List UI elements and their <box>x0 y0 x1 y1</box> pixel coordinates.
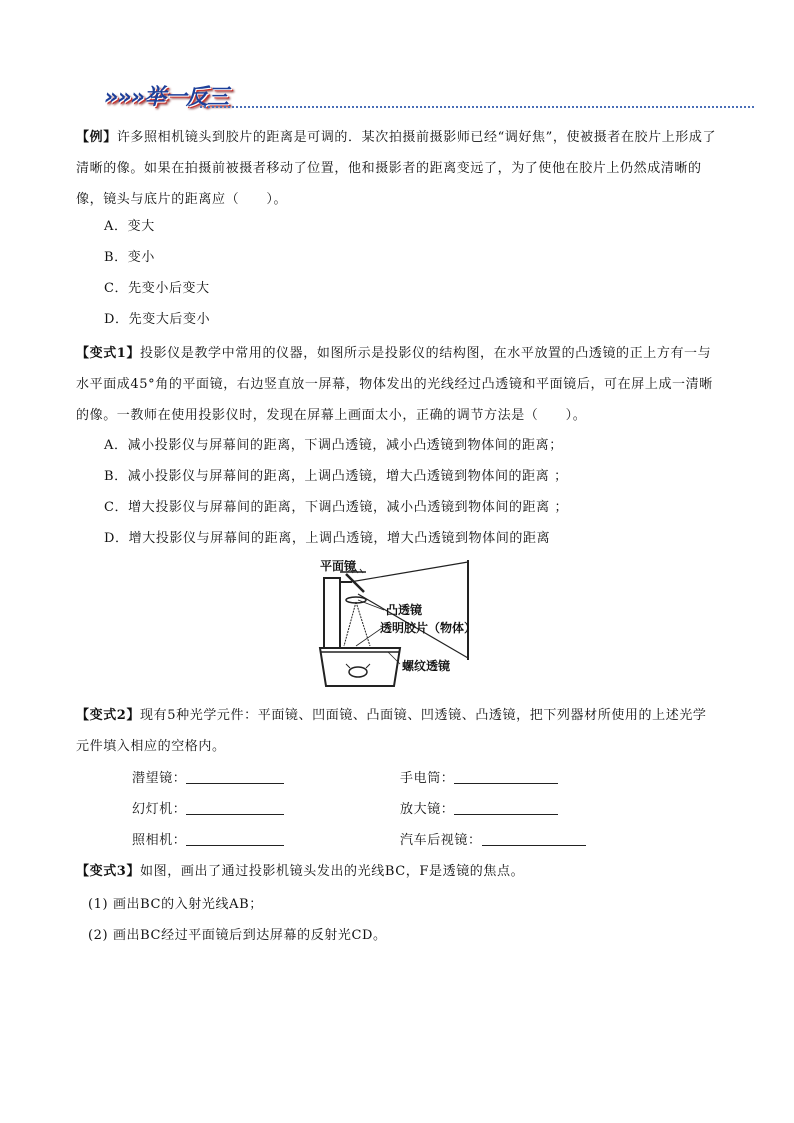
fill-slide-projector <box>132 800 284 820</box>
fill-flashlight <box>400 769 558 789</box>
variant1-text: 投影仪是教学中常用的仪器，如图所示是投影仪的结构图，在水平放置的凸透镜的正上方有一与水平面成45°角的平面镜，右边竖直放一屏幕，物体发出的光线经过凸透镜和平面镜后，可在屏上成一清晰的像。一教师在使用投影仪时，发现在屏幕上画面太小，正确的调节方法是（ ）。 <box>76 346 713 423</box>
fill-camera <box>132 831 284 851</box>
projector-column <box>324 578 340 648</box>
flashlight-label: 手电筒： <box>400 771 455 786</box>
variant2-text: 现有5种光学元件：平面镜、凹面镜、凸面镜、凹透镜、凸透镜，把下列器材所使用的上述光学元件填入相应的空格内。 <box>76 708 707 754</box>
rearview-mirror-blank[interactable] <box>482 831 586 846</box>
example-option-d: D．先变大后变小 <box>104 312 211 327</box>
variant1-option-a: A．减小投影仪与屏幕间的距离，下调凸透镜，减小凸透镜到物体间的距离； <box>104 438 563 453</box>
variant3-step-2: (2) 画出BC经过平面镜后到达屏幕的反射光CD。 <box>88 928 387 943</box>
slide-projector-label: 幻灯机： <box>132 802 187 817</box>
banner-dotted-rule <box>200 106 754 108</box>
label-plane-mirror: 平面镜 <box>320 560 357 573</box>
magnifier-blank[interactable] <box>454 800 558 815</box>
label-transparent-film: 透明胶片（物体） <box>380 621 477 635</box>
flashlight-blank[interactable] <box>454 769 558 784</box>
variant1-option-d: D．增大投影仪与屏幕间的距离，上调凸透镜，增大凸透镜到物体间的距离 <box>104 531 551 546</box>
fill-periscope <box>132 769 284 789</box>
example-option-a: A．变大 <box>104 219 155 234</box>
fill-magnifier <box>400 800 558 820</box>
periscope-label: 潜望镜： <box>132 771 187 786</box>
periscope-blank[interactable] <box>186 769 284 784</box>
variant1-option-b: B．减小投影仪与屏幕间的距离，上调凸透镜，增大凸透镜到物体间的距离 ； <box>104 469 568 484</box>
example-tag: 【例】 <box>76 130 117 145</box>
camera-label: 照相机： <box>132 833 187 848</box>
camera-blank[interactable] <box>186 831 284 846</box>
variant2-question <box>76 700 720 762</box>
variant3-question <box>76 856 720 887</box>
projector-diagram-svg <box>318 560 478 692</box>
example-option-c: C．先变小后变大 <box>104 281 210 296</box>
variant2-tag: 【变式2】 <box>76 708 141 723</box>
label-convex-lens: 凸透镜 <box>386 603 423 617</box>
example-text: 许多照相机镜头到胶片的距离是可调的．某次拍摄前摄影师已经“调好焦”，使被摄者在胶片上形成了清晰的像。如果在拍摄前被摄者移动了位置，他和摄影者的距离变远了，为了使他在胶片上仍然成清晰的像，镜头与底片的距离应（ ）。 <box>76 130 717 207</box>
slide-projector-blank[interactable] <box>186 800 284 815</box>
variant3-step-1: (1) 画出BC的入射光线AB； <box>88 897 263 912</box>
banner-title: »»»举一反三 <box>104 85 228 110</box>
example-question <box>76 122 720 215</box>
ray-top <box>350 562 468 582</box>
example-option-b: B．变小 <box>104 250 155 265</box>
projector-diagram <box>318 560 478 692</box>
variant3-text: 如图，画出了通过投影机镜头发出的光线BC，F是透镜的焦点。 <box>140 864 525 879</box>
magnifier-label: 放大镜： <box>400 802 455 817</box>
lamp-icon <box>349 667 367 677</box>
section-banner <box>104 80 754 114</box>
variant1-tag: 【变式1】 <box>76 346 141 361</box>
variant1-option-c: C．增大投影仪与屏幕间的距离，下调凸透镜，减小凸透镜到物体间的距离 ； <box>104 500 569 515</box>
fill-rearview-mirror <box>400 831 586 851</box>
label-fresnel-lens: 螺纹透镜 <box>402 659 451 673</box>
variant3-tag: 【变式3】 <box>76 864 141 879</box>
variant1-question <box>76 338 720 431</box>
rearview-mirror-label: 汽车后视镜： <box>400 833 482 848</box>
